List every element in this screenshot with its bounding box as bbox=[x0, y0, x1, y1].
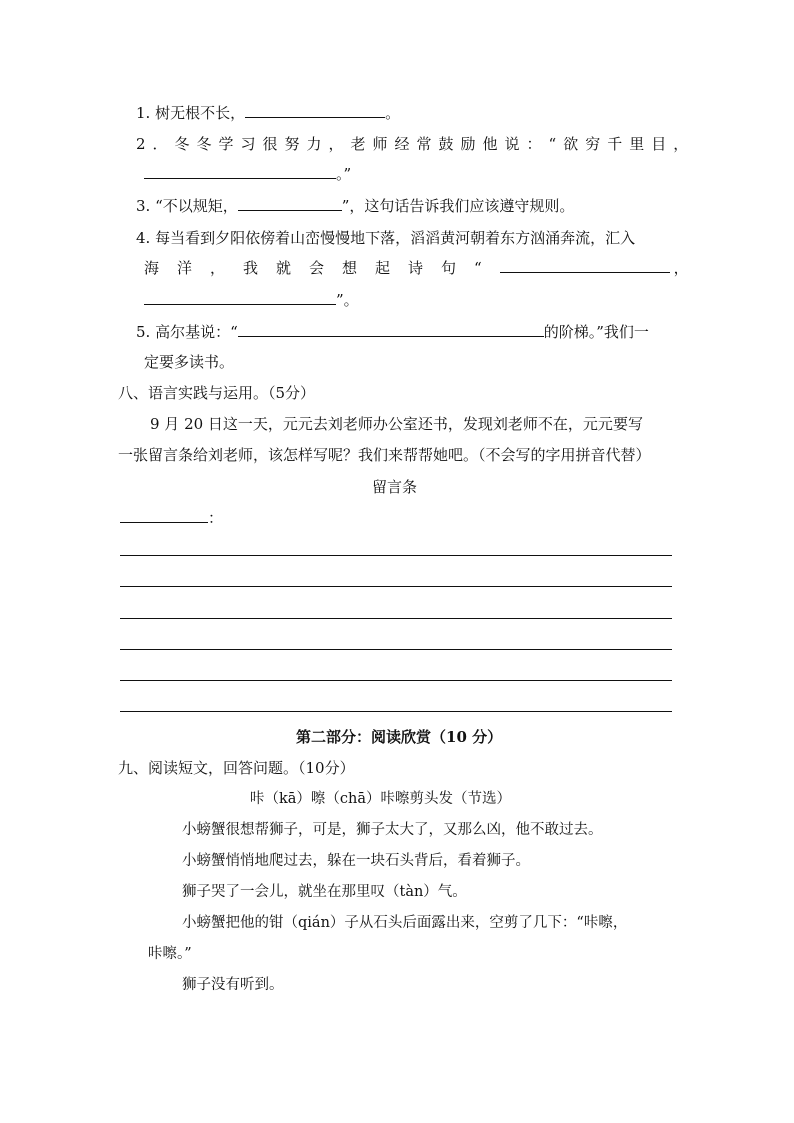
writing-line-6[interactable] bbox=[120, 711, 672, 712]
passage-paragraph: 狮子哭了一会儿，就坐在那里叹（tàn）气。 bbox=[182, 884, 467, 900]
writing-line-4[interactable] bbox=[120, 649, 672, 650]
passage-paragraph: 小螃蟹很想帮狮子，可是，狮子太大了，又那么凶，他不敢过去。 bbox=[182, 822, 603, 838]
question-text: 冬冬学习很努力，老师经常鼓励他说：“欲穷千里目， bbox=[174, 135, 696, 153]
question-4-continued-2: ”。 bbox=[144, 290, 359, 310]
answer-blank[interactable] bbox=[238, 322, 544, 337]
question-1: 1. 树无根不长， 。 bbox=[136, 104, 401, 122]
question-number: 4. bbox=[136, 229, 151, 247]
salutation-line: ： bbox=[120, 508, 223, 528]
section-9-heading: 九、阅读短文，回答问题。（10分） bbox=[118, 759, 355, 777]
question-2 bbox=[136, 134, 695, 154]
note-title: 留言条 bbox=[372, 478, 418, 496]
question-text: “不以规矩， bbox=[155, 197, 238, 215]
section-8-prompt-line-2: 一张留言条给刘老师，该怎样写呢？我们来帮帮她吧。（不会写的字用拼音代替） bbox=[118, 446, 651, 464]
section-8-prompt-line-1: 9 月 20 日这一天，元元去刘老师办公室还书，发现刘老师不在，元元要写 bbox=[150, 415, 643, 433]
writing-line-1[interactable] bbox=[120, 555, 672, 556]
question-text: 高尔基说：“ bbox=[155, 323, 238, 341]
part-2-title: 第二部分：阅读欣赏（10 分） bbox=[296, 728, 503, 746]
salutation-blank[interactable] bbox=[120, 508, 208, 523]
question-5: 5. 高尔基说：“ 的阶梯。”我们一 bbox=[136, 323, 649, 341]
passage-title: 咔（kā）嚓（chā）咔嚓剪头发（节选） bbox=[250, 791, 512, 807]
writing-line-3[interactable] bbox=[120, 618, 672, 619]
passage-paragraph: 小螃蟹悄悄地爬过去，躲在一块石头背后，看着狮子。 bbox=[182, 853, 530, 869]
section-8-heading: 八、语言实践与运用。（5分） bbox=[118, 384, 316, 402]
question-number: 5. bbox=[136, 323, 151, 341]
question-number: 1. bbox=[136, 104, 151, 122]
question-number: 2． bbox=[136, 135, 175, 153]
question-4-continued: 海洋，我就会想起诗句“ ， bbox=[144, 259, 707, 277]
question-number: 3. bbox=[136, 197, 151, 215]
answer-blank[interactable] bbox=[144, 290, 336, 305]
question-2-continued: 。” bbox=[144, 164, 351, 184]
answer-blank[interactable] bbox=[144, 164, 336, 179]
question-text: 树无根不长， bbox=[155, 104, 246, 122]
writing-line-5[interactable] bbox=[120, 680, 672, 681]
answer-blank[interactable] bbox=[245, 103, 385, 118]
passage-paragraph: 小螃蟹把他的钳（qián）子从石头后面露出来，空剪了几下：“咔嚓， bbox=[182, 915, 628, 931]
question-4 bbox=[136, 228, 635, 248]
passage-paragraph: 狮子没有听到。 bbox=[182, 977, 284, 993]
answer-blank[interactable] bbox=[500, 258, 670, 273]
question-5-continued: 定要多读书。 bbox=[144, 353, 235, 371]
passage-paragraph-continued: 咔嚓。” bbox=[148, 946, 192, 962]
answer-blank[interactable] bbox=[238, 196, 342, 211]
question-text: 每当看到夕阳依傍着山峦慢慢地下落，滔滔黄河朝着东方汹涌奔流，汇入 bbox=[155, 229, 636, 247]
question-3: 3. “不以规矩， ”，这句话告诉我们应该遵守规则。 bbox=[136, 197, 575, 215]
writing-line-2[interactable] bbox=[120, 586, 672, 587]
